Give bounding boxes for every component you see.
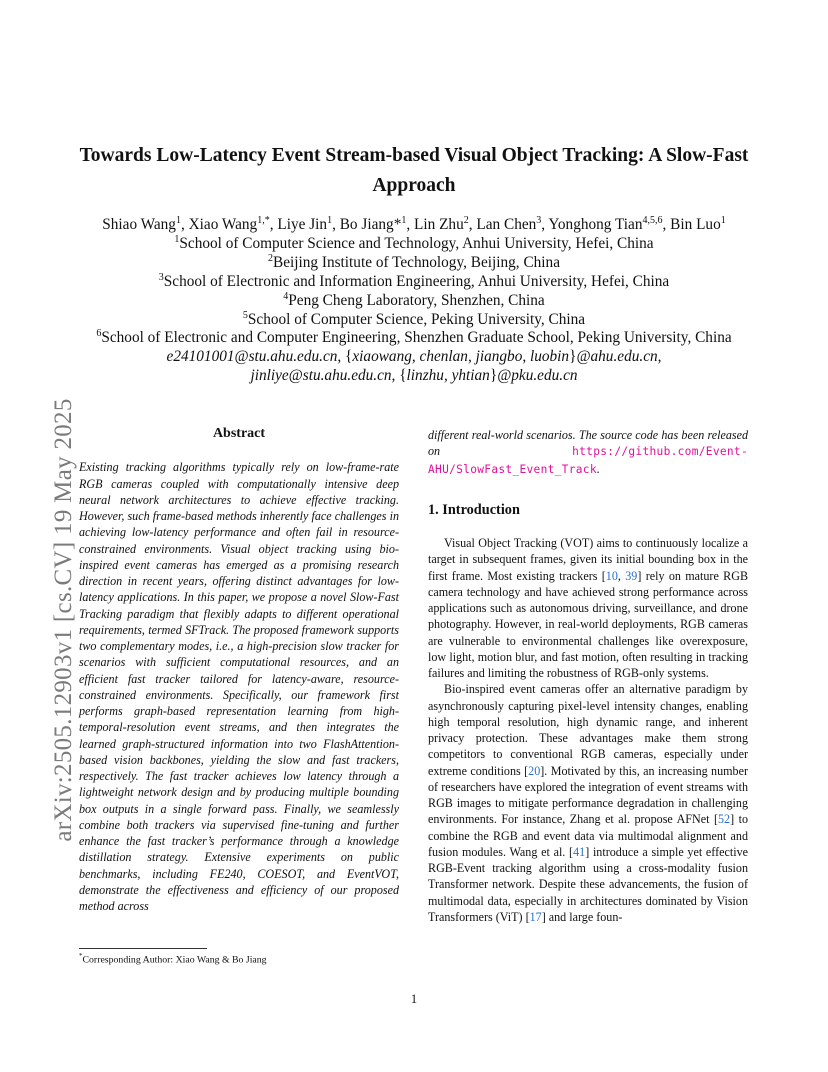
abstract-heading: Abstract — [212, 426, 266, 441]
author: Yonghong Tian$^{4,5,6}$, — [548, 214, 671, 233]
affiliation: $^6$School of Electronic and Computer Engineering, Shenzhen Graduate School, Peking University, China — [96, 328, 732, 347]
affiliation: $^4$Peng Cheng Laboratory, Shenzhen, China — [283, 290, 545, 309]
title-line-1: Towards Low-Latency Event Stream-based Visual Object Tracking: A Slow-Fast — [79, 145, 749, 166]
intro-paragraph-1: Visual Object Tracking (VOT) aims to continuously localize a target in subsequent frames, given its initial bounding box in the first frame. Most existing trackers [10, 39] rely on mature RGB camera technology and have achieved strong performance across applications such as autonomous driving, surveillance, and drone photography. However, in real-world deployments, RGB cameras are vulnerable to environmental challenges like overexposure, low light, motion blur, and fast motion, often resulting in tracking failures and limiting the robustness of RGB-only systems. — [428, 536, 749, 680]
email-line: e24101001@stu.ahu.edu.cn, {xiaowang, chenlan, jiangbo, luobin}@ahu.edu.cn, — [166, 348, 662, 366]
section-heading-introduction: 1. Introduction — [428, 501, 520, 518]
affiliation: $^5$School of Computer Science, Peking University, China — [242, 309, 586, 328]
affiliation: $^2$Beijing Institute of Technology, Beijing, China — [268, 252, 560, 271]
citation-link[interactable]: 17 — [529, 909, 542, 924]
abstract-continuation: different real-world scenarios. The source code has been released on https://github.com/Event-AHU/SlowFast_Event_Track. — [428, 428, 748, 476]
footnote-divider — [79, 948, 207, 949]
author: Lin Zhu$^2$, — [414, 214, 477, 233]
author: Bin Luo$^1$ — [670, 214, 726, 233]
intro-paragraph-2: Bio-inspired event cameras offer an alternative paradigm by asynchronously capturing pixel-level intensity changes, enabling high temporal resolution, high dynamic range, and inherent privacy protection. These advantages make them strong competitors to conventional RGB cameras, especially under extreme conditions [20]. Motivated by this, an increasing number of researchers have explored the integration of event streams with RGB images to mitigate performance degradation in challenging environments. For instance, Zhang et al. propose AFNet [52] to combine the RGB and event data via multimodal alignment and fusion modules. Wang et al. [41] introduce a simple yet effective RGB-Event tracking algorithm using a cross-modality fusion Transformer network. Despite these advancements, the fusion of multimodal data, especially in architectures dominated by Vision Transformers (ViT) [17] and large foun- — [428, 682, 748, 924]
affiliation: $^1$School of Computer Science and Technology, Anhui University, Hefei, China — [174, 233, 654, 252]
email-line: jinliye@stu.ahu.edu.cn, {linzhu, yhtian}@pku.edu.cn — [250, 367, 578, 385]
footnote: *Corresponding Author: Xiao Wang & Bo Jiang — [79, 952, 267, 966]
arxiv-identifier: arXiv:2505.12903v1 [cs.CV] 19 May 2025 — [50, 398, 77, 842]
author: Liye Jin$^1$, — [277, 214, 340, 233]
left-column — [79, 426, 399, 914]
citation-link[interactable]: 20 — [528, 763, 541, 778]
right-column — [428, 427, 748, 925]
citation-link[interactable]: 39 — [625, 568, 638, 583]
author-block — [40, 216, 788, 386]
title-line-2: Approach — [372, 175, 456, 196]
author: Shiao Wang$^1$, — [102, 214, 189, 233]
author: Xiao Wang$^{1,*}$, — [188, 214, 278, 233]
paper-title — [60, 141, 768, 201]
author-list — [40, 216, 788, 235]
author: Lan Chen$^3$, — [476, 214, 549, 233]
source-code-link[interactable]: https://github.com/Event-AHU/SlowFast_Event_Track — [428, 445, 748, 476]
author: Bo Jiang*$^1$, — [339, 214, 415, 233]
citation-link[interactable]: 41 — [573, 844, 586, 859]
abstract-text: Existing tracking algorithms typically rely on low-frame-rate RGB cameras coupled with computationally intensive deep neural network architectures to achieve effective tracking. However, such frame-based methods inherently face challenges in achieving low-latency performance and often fail in resource-constrained environments. Visual object tracking using bio-inspired event cameras has emerged as a promising research direction in recent years, offering distinct advantages for low-latency applications. In this paper, we propose a novel Slow-Fast Tracking paradigm that flexibly adapts to different operational requirements, termed SFTrack. The proposed framework supports two complementary modes, i.e., a high-precision slow tracker for scenarios with sufficient computational resources, and an efficient fast tracker tailored for latency-aware, resource-constrained environments. Specifically, our framework first performs graph-based representation learning from high-temporal-resolution event streams, and then integrates the learned graph-structured information into two FlashAttention-based vision backbones, yielding the slow and fast trackers, respectively. The fast tracker achieves low latency through a lightweight network design and by producing multiple bounding box outputs in a single forward pass. Finally, we seamlessly combine both trackers via supervised fine-tuning and further enhance the fast tracker’s performance through a knowledge distillation strategy. Extensive experiments on public benchmarks, including FE240, COESOT, and EventVOT, demonstrate the effectiveness and efficiency of our proposed method across — [79, 460, 399, 913]
affiliation: $^3$School of Electronic and Information Engineering, Anhui University, Hefei, China — [158, 271, 670, 290]
citation-link[interactable]: 10 — [605, 568, 618, 583]
page-number: 1 — [410, 992, 418, 1006]
citation-link[interactable]: 52 — [718, 812, 731, 827]
